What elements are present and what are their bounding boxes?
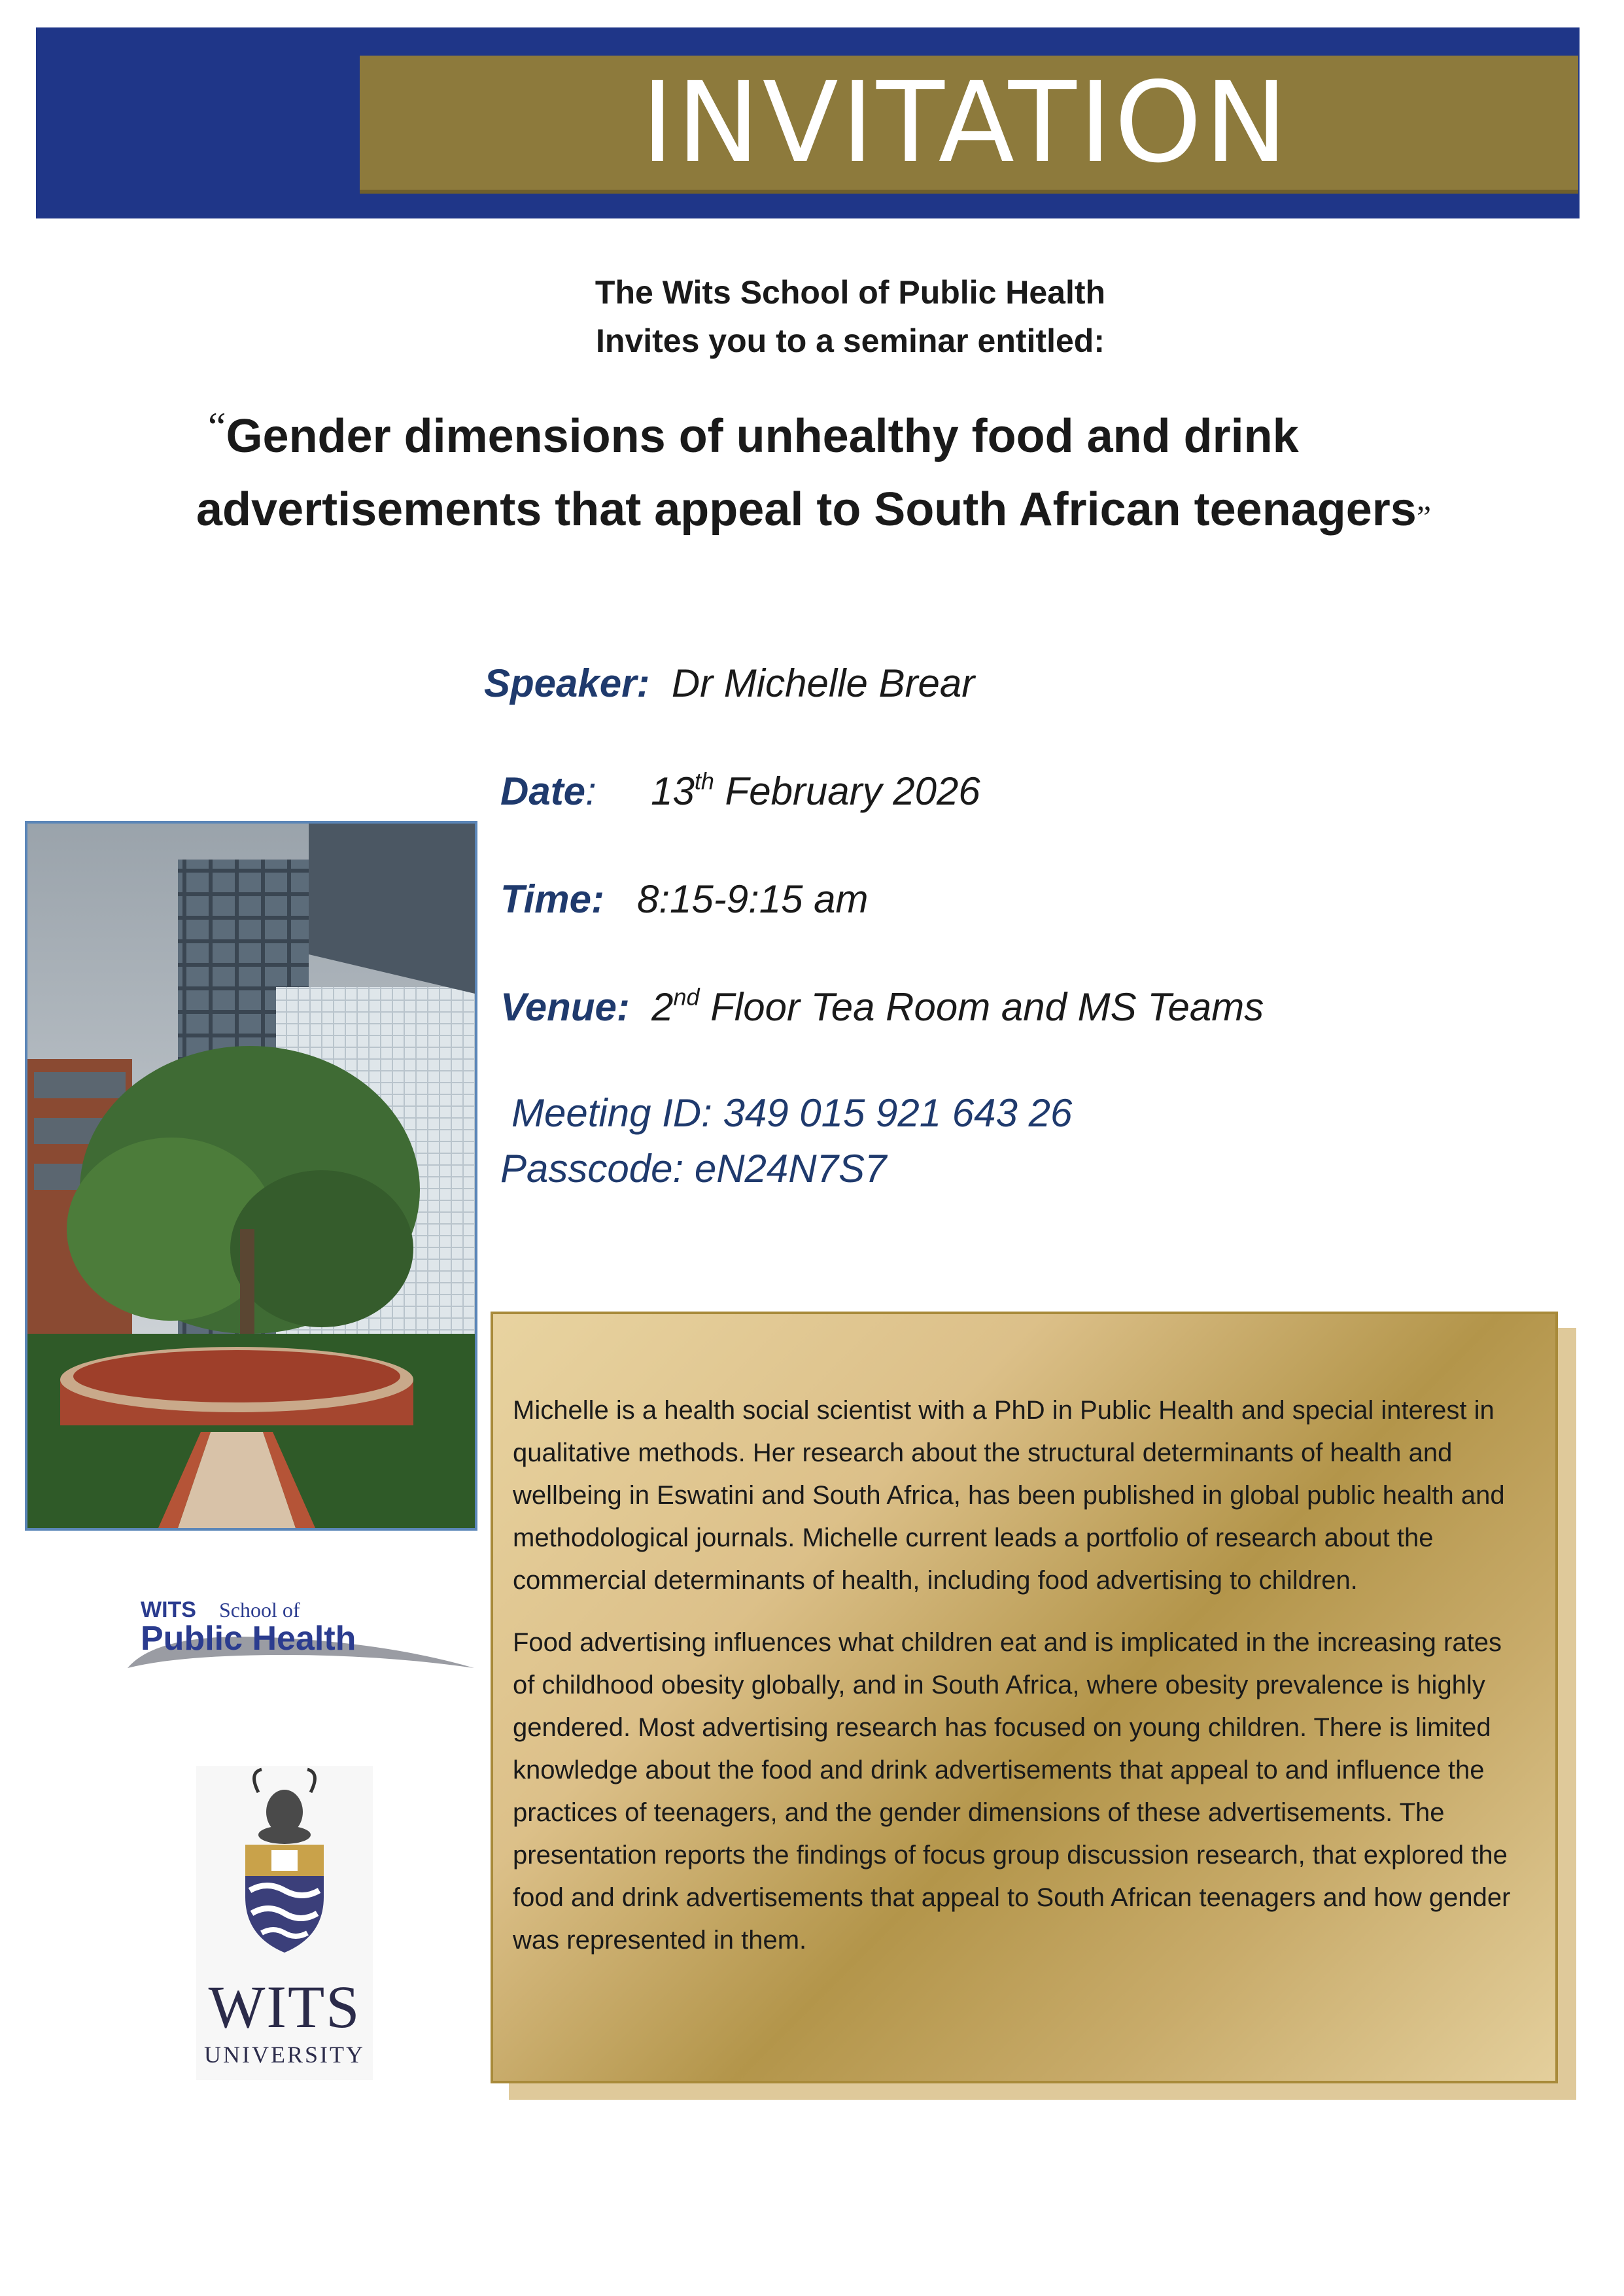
sph-logo-graphic: [121, 1590, 474, 1681]
seminar-title-text-1: Gender dimensions of unhealthy food and drink: [226, 410, 1299, 462]
sph-logo-public-health: Public Health: [141, 1620, 356, 1658]
time-label: Time:: [500, 877, 604, 921]
speaker-bio-box: [491, 1312, 1558, 2083]
wits-university-wordmark: UNIVERSITY: [204, 2042, 365, 2068]
wits-crest-icon: [196, 1766, 373, 1962]
sph-logo-school-of: School of: [219, 1598, 300, 1622]
bio-paragraph-1: Michelle is a health social scientist with a PhD in Public Health and special interest in qualitative methods. Her research about the structural determinants of health and wellbeing in Eswatini and South Africa, has been published in global public health and methodological journals. Michelle current leads a portfolio of research about the commercial determinants of health, including food advertising to children.: [513, 1396, 1505, 1595]
date-label: Date: [500, 769, 586, 813]
venue-rest: Floor Tea Room and MS Teams: [710, 985, 1264, 1029]
date-suffix: th: [694, 767, 714, 795]
date-rest: February 2026: [725, 769, 980, 813]
speaker-label: Speaker:: [484, 661, 650, 705]
open-quote: “: [208, 405, 226, 449]
venue-label: Venue:: [500, 985, 630, 1029]
school-of-public-health-logo: [121, 1590, 474, 1681]
banner-title-band: [360, 56, 1578, 190]
time-row: [500, 877, 869, 922]
banner-title: INVITATION: [641, 58, 1290, 188]
speaker-row: [484, 661, 975, 706]
bio-paragraph-2: Food advertising influences what children eat and is implicated in the increasing rates of childhood obesity globally, and in South Africa, where obesity prevalence is highly gendered. Most advertising research has focused on young children. There is limited knowledge about the food and drink advertisements that appeal to and influence the practices of teenagers, and the gender dimensions of these advertisements. The presentation reports the findings of focus group discussion research, that explored the food and drink advertisements that appeal to South African teenagers and how gender was represented in them.: [513, 1628, 1511, 1955]
seminar-title-text-2: advertisements that appeal to South African teenagers: [196, 483, 1417, 536]
venue-row: [500, 984, 1264, 1030]
wits-wordmark: WITS: [208, 1974, 361, 2040]
meeting-id: Meeting ID: 349 015 921 643 26: [511, 1091, 1073, 1135]
passcode: Passcode: eN24N7S7: [500, 1147, 887, 1191]
venue-floor: 2: [651, 985, 674, 1029]
building-photo-illustration: [27, 824, 475, 1528]
seminar-title-line-1: [208, 404, 1299, 463]
date-day: 13: [651, 769, 695, 813]
intro-line-2: Invites you to a seminar entitled:: [596, 322, 1105, 359]
time-value: 8:15-9:15 am: [636, 877, 869, 921]
venue-suffix: nd: [673, 983, 700, 1011]
date-row: [500, 769, 980, 814]
speaker-value: Dr Michelle Brear: [671, 661, 975, 705]
building-photo: [25, 821, 477, 1531]
sph-logo-wits: WITS: [141, 1597, 196, 1622]
date-colon: :: [585, 769, 596, 813]
seminar-title-line-2: [196, 483, 1431, 536]
intro-text: [0, 268, 1624, 365]
close-quote: ”: [1416, 498, 1432, 535]
intro-line-1: The Wits School of Public Health: [595, 274, 1106, 311]
